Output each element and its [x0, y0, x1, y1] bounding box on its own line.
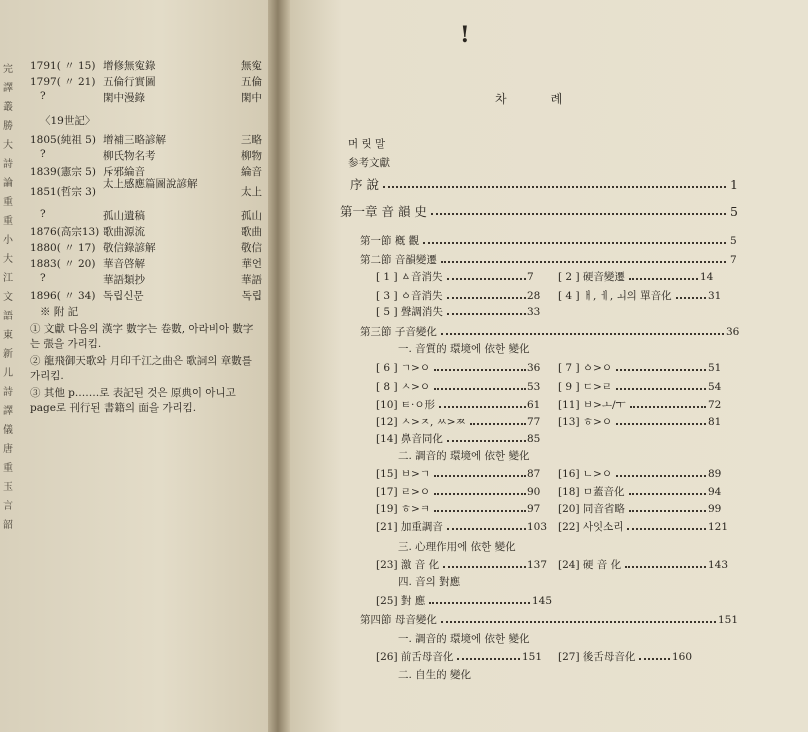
toc-page-number: 14	[700, 271, 714, 283]
toc-label: [22] 사잇소리	[558, 521, 624, 533]
toc-page-number: 151	[718, 614, 739, 626]
dot-leader	[447, 313, 526, 315]
edge-char: 大	[3, 140, 13, 151]
edge-char: 言	[3, 501, 13, 512]
edge-char: 唐	[3, 444, 13, 455]
dot-leader	[439, 406, 526, 408]
dot-leader	[443, 566, 526, 568]
toc-label: [ 8 ] ㅅ>ㅇ	[376, 381, 430, 393]
edge-char: 重	[3, 197, 13, 208]
toc-page-number: 5	[730, 235, 737, 247]
edge-char: 江	[3, 273, 13, 284]
table-row: 1805(純祖 5) 增補三略諺解 三略	[30, 134, 262, 146]
toc-page-number: 121	[708, 521, 729, 533]
toc-page-number: 143	[708, 559, 729, 571]
edge-characters	[0, 60, 16, 535]
toc-label: [27] 後舌母音化	[558, 651, 636, 663]
toc-page-number: 28	[527, 290, 541, 302]
toc-subheading: 一. 音質的 環境에 依한 變化	[398, 343, 530, 355]
table-row: ? 柳氏物名考 柳物	[40, 148, 262, 162]
toc-page-number: 97	[527, 503, 541, 515]
edge-char: 叢	[3, 102, 13, 113]
toc-page-number: 1	[730, 177, 738, 192]
toc-page-number: 54	[708, 381, 722, 393]
table-row: 1851(哲宗 3) 太上感應篇圖說諺解 太上	[30, 178, 262, 198]
toc-label: [23] 激 音 化	[376, 559, 440, 571]
toc-page-number: 7	[527, 271, 534, 283]
edge-char: 儿	[3, 368, 13, 379]
toc-label: [ 5 ] 聲調消失	[376, 306, 443, 318]
dot-leader	[616, 475, 706, 477]
toc-label: [13] ㅎ>ㅇ	[558, 416, 612, 428]
dot-leader	[434, 510, 526, 512]
edge-char: 東	[3, 330, 13, 341]
edge-char: 大	[3, 254, 13, 265]
dot-leader	[441, 621, 716, 623]
dot-leader	[616, 423, 706, 425]
toc-page-number: 137	[527, 559, 548, 571]
toc-subheading: 二. 調音的 環境에 依한 變化	[398, 450, 530, 462]
dot-leader	[639, 658, 670, 660]
toc-label: [12] ㅅ>ㅈ, ㅆ>ㅉ	[376, 416, 466, 428]
toc-label: [17] ㄹ>ㅇ	[376, 486, 430, 498]
dot-leader	[629, 278, 698, 280]
toc-label: 第一節 槪 觀	[360, 235, 420, 247]
dot-leader	[431, 213, 726, 215]
toc-page-number: 87	[527, 468, 541, 480]
toc-subheading: 二. 自生的 變化	[398, 669, 472, 681]
toc-page-number: 94	[708, 486, 722, 498]
toc-page-number: 61	[527, 399, 541, 411]
dot-leader	[616, 388, 706, 390]
toc-page-number: 31	[708, 290, 722, 302]
toc-page-number: 51	[708, 362, 722, 374]
toc-page-number: 160	[672, 651, 693, 663]
note-item: ③ 其他 p.……로 表記된 것은 原典이 아니고 page로 刊行된 書籍의 面을 가리킴.	[30, 387, 236, 414]
dot-leader	[627, 528, 706, 530]
toc-page-number: 7	[730, 254, 737, 266]
dot-leader	[423, 242, 726, 244]
toc-label: [16] ㄴ>ㅇ	[558, 468, 612, 480]
dot-leader	[470, 423, 526, 425]
dot-leader	[441, 261, 726, 263]
toc-label: [ 6 ] ㄱ>ㅇ	[376, 362, 430, 374]
toc-label: 第二節 音韻變遷	[360, 254, 437, 266]
toc-label: [26] 前舌母音化	[376, 651, 454, 663]
toc-label: [11] ㅂ>ㅗ/ㅜ	[558, 399, 626, 411]
edge-char: 小	[3, 235, 13, 246]
toc-label: [21] 加重調音	[376, 521, 443, 533]
dot-leader	[429, 602, 530, 604]
toc-page-number: 5	[730, 204, 738, 219]
toc-page-number: 36	[527, 362, 541, 374]
toc-subheading: 四. 音의 對應	[398, 576, 461, 588]
century-heading: 〈19世記〉	[40, 115, 96, 127]
table-row: 1883( 〃 20) 華音啓解 華언	[30, 258, 262, 270]
toc-label: [ 3 ] ㆁ音消失	[376, 290, 443, 302]
table-row: 1896( 〃 34) 독립신문 독립	[30, 290, 262, 302]
dot-leader	[629, 493, 706, 495]
left-page	[0, 0, 268, 732]
toc-label: [25] 對 應	[376, 595, 426, 607]
table-row: ? 閑中漫錄 閑中	[40, 90, 262, 104]
edge-char: 儀	[3, 425, 13, 436]
toc-page-number: 103	[527, 521, 548, 533]
edge-char: 論	[3, 178, 13, 189]
toc-page-number: 53	[527, 381, 541, 393]
toc-label: [15] ㅂ>ㄱ	[376, 468, 430, 480]
edge-char: 語	[3, 311, 13, 322]
dot-leader	[616, 369, 706, 371]
dot-leader	[676, 297, 706, 299]
table-row: 1791( 〃 15) 增修無寃錄 無寃	[30, 60, 262, 72]
dot-leader	[434, 493, 526, 495]
dot-leader	[630, 406, 706, 408]
dot-leader	[457, 658, 520, 660]
edge-char: 重	[3, 216, 13, 227]
toc-label: 序 說	[350, 177, 379, 192]
note-item: ① 文獻 다음의 漢字 數字는 卷數, 아라비아 數字는 張을 가리킴.	[30, 323, 254, 350]
dot-leader	[625, 566, 706, 568]
dot-leader	[629, 510, 706, 512]
toc-page-number: 81	[708, 416, 722, 428]
toc-label: 第三節 子音變化	[360, 326, 437, 338]
dot-leader	[434, 475, 526, 477]
toc-label: 第一章 音 韻 史	[340, 204, 427, 219]
toc-label: 머 릿 말	[348, 138, 386, 150]
toc-page-number: 90	[527, 486, 541, 498]
toc-page-number: 89	[708, 468, 722, 480]
toc-page-number: 145	[532, 595, 553, 607]
toc-page-number: 36	[726, 326, 740, 338]
toc-page-number: 72	[708, 399, 722, 411]
edge-char: 重	[3, 463, 13, 474]
notes-heading: ※ 附 記	[40, 306, 79, 318]
toc-label: [19] ㅎ>ㅋ	[376, 503, 430, 515]
note-item: ② 龍飛御天歌와 月印千江之曲은 歌詞의 章數를 가리킴.	[30, 355, 252, 382]
toc-page-number: 99	[708, 503, 722, 515]
edge-char: 勝	[3, 121, 13, 132]
toc-label: 第四節 母音變化	[360, 614, 437, 626]
edge-char: 譯	[3, 83, 13, 94]
edge-char: 文	[3, 292, 13, 303]
dot-leader	[447, 528, 526, 530]
toc-subheading: 一. 調音的 環境에 依한 變化	[398, 633, 530, 645]
table-row: 1839(憲宗 5) 斥邪綸音 綸音	[30, 166, 262, 178]
dot-leader	[447, 278, 526, 280]
edge-char: 詩	[3, 159, 13, 170]
dot-leader	[447, 440, 526, 442]
table-row: 1797( 〃 21) 五倫行實圖 五倫	[30, 76, 262, 88]
toc-label: [10] ㅌ·ㅇ形	[376, 399, 436, 411]
dot-leader	[441, 333, 724, 335]
page-title: 차례	[495, 92, 607, 106]
dot-leader	[434, 369, 526, 371]
edge-char: 譯	[3, 406, 13, 417]
edge-char: 新	[3, 349, 13, 360]
toc-page-number: 85	[527, 433, 541, 445]
dot-leader	[434, 388, 526, 390]
table-row: ? 華語類抄 華語	[40, 272, 262, 286]
toc-label: [ 4 ] ㅐ, ㅔ, ㅚ의 單音化	[558, 290, 672, 302]
table-row: ? 孤山遺稿 孤山	[40, 208, 262, 222]
book-gutter	[268, 0, 290, 732]
toc-label: [18] ㅁ蓋音化	[558, 486, 625, 498]
toc-label: [24] 硬 音 化	[558, 559, 622, 571]
table-row: 1876(高宗13) 歌曲源流 歌曲	[30, 226, 262, 238]
toc-subheading: 三. 心理作用에 依한 變化	[398, 541, 516, 553]
toc-label: [20] 同音省略	[558, 503, 625, 515]
top-mark: !	[460, 22, 470, 48]
toc-label: [ 9 ] ㄷ>ㄹ	[558, 381, 612, 393]
toc-page-number: 77	[527, 416, 541, 428]
edge-char: 完	[3, 64, 13, 75]
right-page	[290, 0, 808, 732]
toc-label: [14] 鼻音同化	[376, 433, 443, 445]
toc-label: [ 1 ] ㅿ音消失	[376, 271, 443, 283]
edge-char: 詩	[3, 387, 13, 398]
toc-page-number: 151	[522, 651, 543, 663]
dot-leader	[383, 186, 726, 188]
table-row: 1880( 〃 17) 敬信錄諺解 敬信	[30, 242, 262, 254]
toc-page-number: 33	[527, 306, 541, 318]
edge-char: 玉	[3, 482, 13, 493]
toc-label: [ 7 ] ㆁ>ㅇ	[558, 362, 612, 374]
toc-label: 参考文獻	[348, 157, 390, 169]
dot-leader	[447, 297, 526, 299]
edge-char: 韶	[3, 520, 13, 531]
notes-list	[30, 322, 262, 418]
toc-label: [ 2 ] 硬音變遷	[558, 271, 625, 283]
